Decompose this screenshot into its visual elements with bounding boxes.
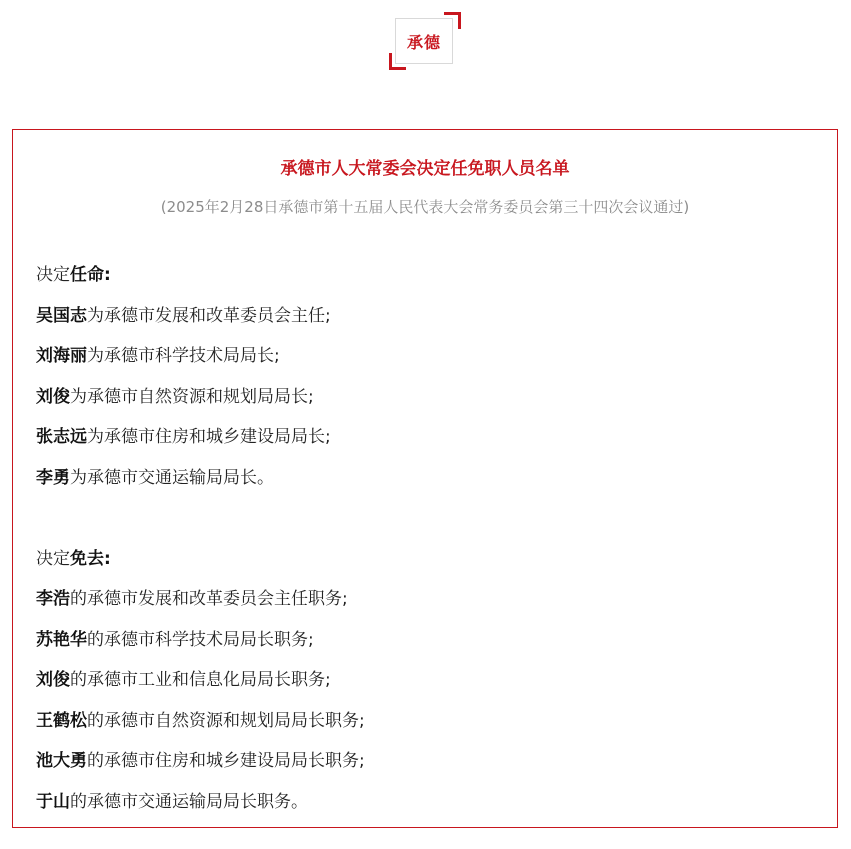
appoint-entry-text: 为承德市交通运输局局长。 — [70, 467, 274, 488]
appoint-entry-name: 刘俊 — [36, 386, 70, 407]
appoint-prefix: 决定 — [36, 265, 70, 285]
remove-entry-name: 刘俊 — [36, 670, 70, 690]
document-title: 承德市人大常委会决定任免职人员名单 — [280, 159, 570, 179]
document-frame — [12, 129, 838, 828]
appoint-entry — [36, 296, 817, 337]
document-subtitle: (2025年2月28日承德市第十五届人民代表大会常务委员会第三十四次会议通过) — [160, 198, 690, 216]
remove-entry — [36, 782, 817, 823]
remove-heading-label: 免去: — [70, 548, 111, 569]
appoint-entry-text: 为承德市自然资源和规划局局长; — [70, 386, 314, 407]
header-badge — [389, 12, 461, 70]
remove-entry-name: 苏艳华 — [36, 629, 87, 650]
badge-box — [395, 18, 453, 64]
appoint-heading — [36, 255, 817, 296]
document-body — [36, 255, 817, 822]
remove-entry-name: 于山 — [36, 791, 70, 812]
remove-entry — [36, 701, 817, 742]
appoint-entry-text: 为承德市住房和城乡建设局局长; — [87, 427, 331, 447]
remove-entry-text: 的承德市科学技术局局长职务; — [87, 629, 314, 650]
remove-entry — [36, 741, 817, 782]
appoint-entry-name: 吴国志 — [36, 305, 87, 326]
remove-prefix: 决定 — [36, 548, 70, 569]
remove-entry-name: 李浩 — [36, 589, 70, 609]
remove-entry — [36, 579, 817, 620]
appoint-entry-name: 李勇 — [36, 467, 70, 488]
appoint-entry-text: 为承德市科学技术局局长; — [87, 346, 280, 366]
appoint-heading-label: 任命: — [70, 265, 111, 285]
remove-heading — [36, 539, 817, 580]
remove-entry-name: 王鹤松 — [36, 710, 87, 731]
remove-entry-text: 的承德市住房和城乡建设局局长职务; — [87, 751, 365, 771]
remove-entry — [36, 660, 817, 701]
appoint-entry-name: 刘海丽 — [36, 346, 87, 366]
appoint-entry — [36, 458, 817, 499]
appoint-entry — [36, 336, 817, 377]
badge-label: 承德 — [406, 32, 441, 52]
section-spacer — [36, 498, 817, 539]
remove-entry-text: 的承德市自然资源和规划局局长职务; — [87, 710, 365, 731]
appoint-entry-text: 为承德市发展和改革委员会主任; — [87, 305, 331, 326]
appoint-entry — [36, 417, 817, 458]
remove-entry-name: 池大勇 — [36, 751, 87, 771]
appoint-entry-name: 张志远 — [36, 427, 87, 447]
remove-entry-text: 的承德市工业和信息化局局长职务; — [70, 670, 331, 690]
remove-entry-text: 的承德市交通运输局局长职务。 — [70, 791, 308, 812]
remove-entry — [36, 620, 817, 661]
remove-entry-text: 的承德市发展和改革委员会主任职务; — [70, 589, 348, 609]
appoint-entry — [36, 377, 817, 418]
